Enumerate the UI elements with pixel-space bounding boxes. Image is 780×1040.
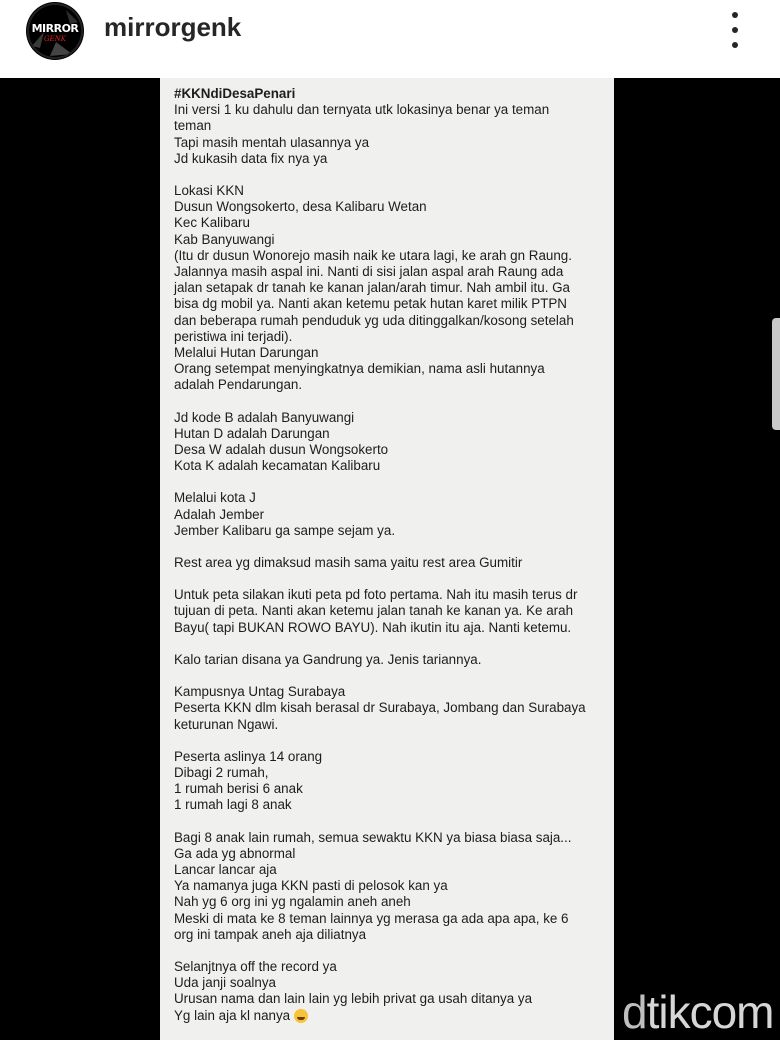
blank-line (174, 474, 606, 490)
text-line: Bagi 8 anak lain rumah, semua sewaktu KKN ya biasa biasa saja... (174, 829, 572, 845)
text-line: Dibagi 2 rumah, (174, 764, 269, 780)
blank-line (174, 636, 606, 652)
avatar[interactable] (26, 2, 84, 60)
text-line: dan beberapa rumah penduduk yg uda ditinggalkan/kosong setelah (174, 312, 574, 328)
text-line: tujuan di peta. Nanti akan ketemu jalan tanah ke kanan ya. Ke arah (174, 603, 574, 619)
text-line: Bayu( tapi BUKAN ROWO BAYU). Nah ikutin itu aja. Nanti ketemu. (174, 619, 572, 635)
text-line: 1 rumah lagi 8 anak (174, 797, 292, 813)
text-line: adalah Pendarungan. (174, 377, 303, 393)
text-line: Jd kukasih data fix nya ya (174, 150, 328, 166)
text-line: Nah yg 6 org ini yg ngalamin aneh aneh (174, 894, 411, 910)
text-line: Ya namanya juga KKN pasti di pelosok kan ya (174, 878, 448, 894)
text-line: Hutan D adalah Darungan (174, 425, 330, 441)
text-line: 1 rumah berisi 6 anak (174, 781, 303, 797)
text-line: Tapi masih mentah ulasannya ya (174, 134, 370, 150)
edge-panel-handle[interactable] (772, 318, 780, 430)
text-line: Kec Kalibaru (174, 215, 250, 231)
watermark (622, 985, 774, 1039)
blank-line (174, 814, 606, 830)
text-line: Kota K adalah kecamatan Kalibaru (174, 458, 381, 474)
hashtag-line: #KKNdiDesaPenari (174, 86, 296, 101)
post-header (0, 0, 780, 78)
watermark-prefix: d (622, 986, 647, 1038)
text-line: Rest area yg dimaksud masih sama yaitu rest area Gumitir (174, 555, 523, 571)
text-line: Selanjtnya off the record ya (174, 958, 337, 974)
blank-line (174, 571, 606, 587)
text-line: Peserta KKN dlm kisah berasal dr Surabaya, Jombang dan Surabaya (174, 700, 586, 716)
text-line: Desa W adalah dusun Wongsokerto (174, 442, 389, 458)
text-line: Lancar lancar aja (174, 861, 277, 877)
username[interactable]: mirrorgenk (104, 12, 242, 42)
blank-line (174, 539, 606, 555)
text-line: Untuk peta silakan ikuti peta pd foto pertama. Nah itu masih terus dr (174, 587, 578, 603)
text-line: Uda janji soalnya (174, 975, 276, 991)
blank-line (174, 394, 606, 410)
text-line: Dusun Wongsokerto, desa Kalibaru Wetan (174, 199, 427, 215)
text-line: Melalui Hutan Darungan (174, 345, 319, 361)
text-line: Ini versi 1 ku dahulu dan ternyata utk lokasinya benar ya teman (174, 102, 550, 118)
blank-line (174, 943, 606, 959)
text-line: Meski di mata ke 8 teman lainnya yg merasa ga ada apa apa, ke 6 (174, 910, 569, 926)
more-options-icon[interactable] (728, 12, 742, 48)
text-line: (Itu dr dusun Wonorejo masih naik ke utara lagi, ke arah gn Raung. (174, 247, 572, 263)
text-line: Kampusnya Untag Surabaya (174, 684, 346, 700)
text-line: Adalah Jember (174, 506, 265, 522)
text-line: Lokasi KKN (174, 183, 244, 199)
text-line: teman (174, 118, 212, 134)
text-line: Orang setempat menyingkatnya demikian, nama asli hutannya (174, 361, 545, 377)
text-line: peristiwa ini terjadi). (174, 328, 293, 344)
smile-emoji-icon (294, 1009, 308, 1023)
text-line: Ga ada yg abnormal (174, 845, 296, 861)
post-image-text-document (160, 78, 614, 1040)
avatar-logo-sub: GENK (43, 35, 67, 43)
text-line: Urusan nama dan lain lain yg lebih privat ga usah ditanya ya (174, 991, 533, 1007)
text-line: Jalannya masih aspal ini. Nanti di sisi jalan aspal arah Raung ada (174, 264, 564, 280)
text-line: jalan setapak dr tanah ke kanan jalan/arah timur. Nah ambil itu. Ga (174, 280, 570, 296)
blank-line (174, 733, 606, 749)
avatar-logo-text: MIRROR (31, 21, 79, 35)
text-line: keturunan Ngawi. (174, 716, 279, 732)
text-line: Peserta aslinya 14 orang (174, 748, 323, 764)
text-line: org ini tampak aneh aja diliatnya (174, 926, 367, 942)
text-line: Kab Banyuwangi (174, 231, 275, 247)
watermark-text: tikcom (646, 986, 774, 1038)
text-line: Jd kode B adalah Banyuwangi (174, 409, 355, 425)
text-line: Kalo tarian disana ya Gandrung ya. Jenis tariannya. (174, 651, 482, 667)
text-line: bisa dg mobil ya. Nanti akan ketemu petak hutan karet milik PTPN (174, 296, 567, 312)
text-line: Yg lain aja kl nanya (174, 1007, 291, 1023)
blank-line (174, 668, 606, 684)
blank-line (174, 167, 606, 183)
text-line: Jember Kalibaru ga sampe sejam ya. (174, 522, 396, 538)
text-line: Melalui kota J (174, 490, 256, 506)
